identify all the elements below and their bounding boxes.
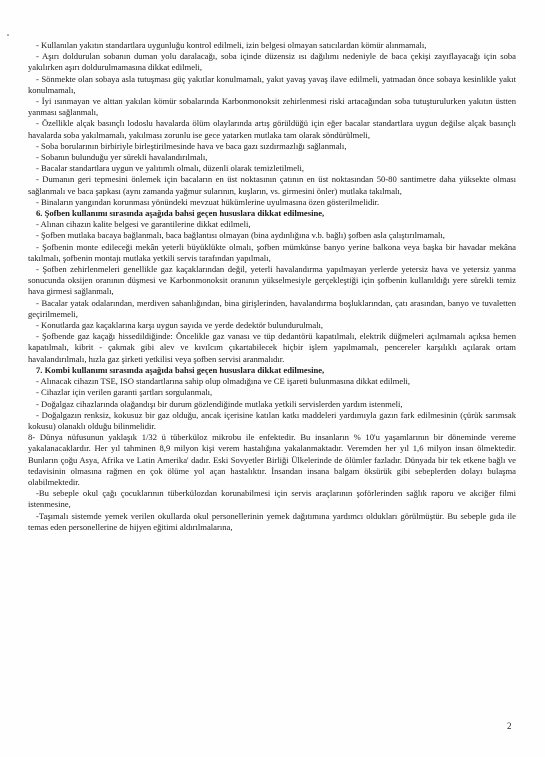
paragraph: - Binaların yangından korunması yönündeki mevzuat hükümlerine uyulmasına özen gösterilmelidir. xyxy=(36,196,380,207)
paragraph: - Alınan cihazın kalite belgesi ve garantilerine dikkat edilmeli, xyxy=(36,219,251,230)
paragraph: - Alınacak cihazın TSE, ISO standartlarına sahip olup olmadığına ve CE işareti bulunmasına dikkat edilmeli, xyxy=(36,376,411,387)
paragraph: - Cihazlar için verilen garanti şartları sorgulanmalı, xyxy=(36,387,213,398)
paragraph: - Bacalar standartlara uygun ve yalıtımlı olmalı, düzenli olarak temizletilmeli, xyxy=(36,163,304,174)
paragraph: - Doğalgazın renksiz, kokusuz bir gaz olduğu, ancak içerisine katılan katkı maddeleri yardımıyla gazın fark edilmesinin (çürük sarımsak kokusu) olanaklı olduğu bilinmelidir. xyxy=(28,409,516,431)
body-text xyxy=(28,40,516,533)
section-heading-kombi: 7. Kombi kullanımı sırasında aşağıda bahsi geçen hususlara dikkat edilmesine, xyxy=(36,364,325,375)
paragraph: - Sönmekte olan sobaya asla tutuşması güç yakıtlar konulmamalı, yakıt yavaş yavaş ilave edilmeli, yatmadan önce sobaya kesinlikle yakıt konulmamalı, xyxy=(28,73,516,95)
paragraph: - Sobanın bulunduğu yer sürekli havalandırılmalı, xyxy=(36,152,208,163)
paragraph: -Bu sebeple okul çağı çocuklarının tüberkülozdan korunabilmesi için servis araçlarının şoförlerinden sağlık raporu ve akciğer filmi istenmesine, xyxy=(28,488,516,510)
paragraph: - Şofbenin monte edileceği mekân yeterli büyüklükte olmalı, şofben mümkünse banyo yerine balkona veya başka bir havadar mekâna takılmalı, şofbenin montajı mutlaka yetkili servis tarafından yapılmalı, xyxy=(28,241,516,263)
paragraph: - Dumanın geri tepmesini önlemek için bacaların en üst noktasının çatının en üst noktasından 50-80 santimetre daha yüksekte olması sağlanmalı ve baca şapkası (aynı zamanda yağmur sularının, kuşların, vs. girmesini önler) mutlaka takılmalı, xyxy=(28,174,516,196)
paragraph: - İyi ısınmayan ve alttan yakılan kömür sobalarında Karbonmonoksit zehirlenmesi riski artacağından soba tutuşturulurken yakıtın üstten yanması sağlanmalı, xyxy=(28,96,516,118)
paragraph: - Şofben mutlaka bacaya bağlanmalı, baca bağlantısı olmayan (bina aydınlığına v.b. bağlı) şofben asla çalıştırılmamalı, xyxy=(36,230,445,241)
paragraph: - Soba borularının birbiriyle birleştirilmesinde hava ve baca gazı sızdırmazlığı sağlanmalı, xyxy=(36,140,347,151)
paragraph: - Şofbende gaz kaçağı hissedildiğinde: Öncelikle gaz vanası ve tüp dedantörü kapatılmalı, elektrik düğmeleri açılmamalı açıksa hemen kapatılmalı, kibrit - çakmak gibi alev ve kıvılcım çıkartabilecek hiçbir işlem yapılmamalı, pencereler karşılıklı açılarak ortam havalandırılmalı, hızla gaz şirketi yetkilisi veya şofben servisi aranmalıdır. xyxy=(28,331,516,364)
section-heading-sofben: 6. Şofben kullanımı sırasında aşağıda bahsi geçen hususlara dikkat edilmesine, xyxy=(36,208,325,219)
paragraph: - Özellikle alçak basınçlı lodoslu havalarda ölüm olaylarında artış görüldüğü için eğer bacalar standartlara uygun değilse alçak basınçlı havalarda soba yakılmamalı, yakılması zorunlu ise gece yatarken mutlaka tam olarak söndürülmeli, xyxy=(28,118,516,140)
paragraph: - Bacalar yatak odalarından, merdiven sahanlığından, bina girişlerinden, havalandırma boşluklarından, çatı arasından, banyo ve tuvaletten geçirilmemeli, xyxy=(28,297,516,319)
paragraph: - Kullanılan yakıtın standartlara uygunluğu kontrol edilmeli, izin belgesi olmayan satıcılardan kömür alınmamalı, xyxy=(36,40,427,50)
margin-mark xyxy=(7,34,9,36)
paragraph: - Doğalgaz cihazlarında olağandışı bir durum gözlendiğinde mutlaka yetkili servislerden yardım istenmeli, xyxy=(36,398,403,409)
paragraph: - Konutlarda gaz kaçaklarına karşı uygun sayıda ve yerde dedektör bulundurulmalı, xyxy=(36,320,324,331)
paragraph: - Aşırı doldurulan sobanın duman yolu daralacağı, soba içinde düzensiz ısı dağılımı nedeniyle de baca çekişi zayıflayacağı için soba yakılırken aşırı doldurulmamasına dikkat edilmeli, xyxy=(28,51,516,73)
paragraph: - Şofben zehirlenmeleri genellikle gaz kaçaklarından değil, yeterli havalandırma yapılmayan yerlerde yetersiz hava ve yetersiz yanma sonucunda oksijen oranının düşmesi ve Karbonmonoksit oranının yükselmesiyle gerçekleştiği için şofbenin kullanıldığı yere sürekli temiz hava girmesi sağlanmalı, xyxy=(28,264,516,297)
paragraph: -Taşımalı sistemde yemek verilen okullarda okul personellerinin yemek dağıtımına yardımcı oldukları görülmüştür. Bu sebeple gıda ile temas eden personellerine de hijyen eğitimi aldırılmalarına, xyxy=(28,510,516,532)
page-number: 2 xyxy=(507,721,512,731)
paragraph-tuberculosis: 8- Dünya nüfusunun yaklaşık 1/32 ü tüberküloz mikrobu ile enfektedir. Bu insanların % 10'u yaşamlarının bir döneminde vereme yakalanacaklardır. Her yıl tahminen 8,9 milyon kişi verem hastalığına yakalanmaktadır. Veremden her yıl 1,6 milyon insan ölmektedir. Bunların çoğu Asya, Afrika ve Latin Amerika' dadır. Eski Sovyetler Birliği Ülkelerinde de ölümler fazladır. Dünyada bir tek etkene bağlı ve tedavisinin olmasına rağmen en çok ölüme yol açan hastalıktır. İnsandan insana balgam öksürük gibi sebeplerden dolayı bulaşma olabilmektedir. xyxy=(28,432,516,487)
